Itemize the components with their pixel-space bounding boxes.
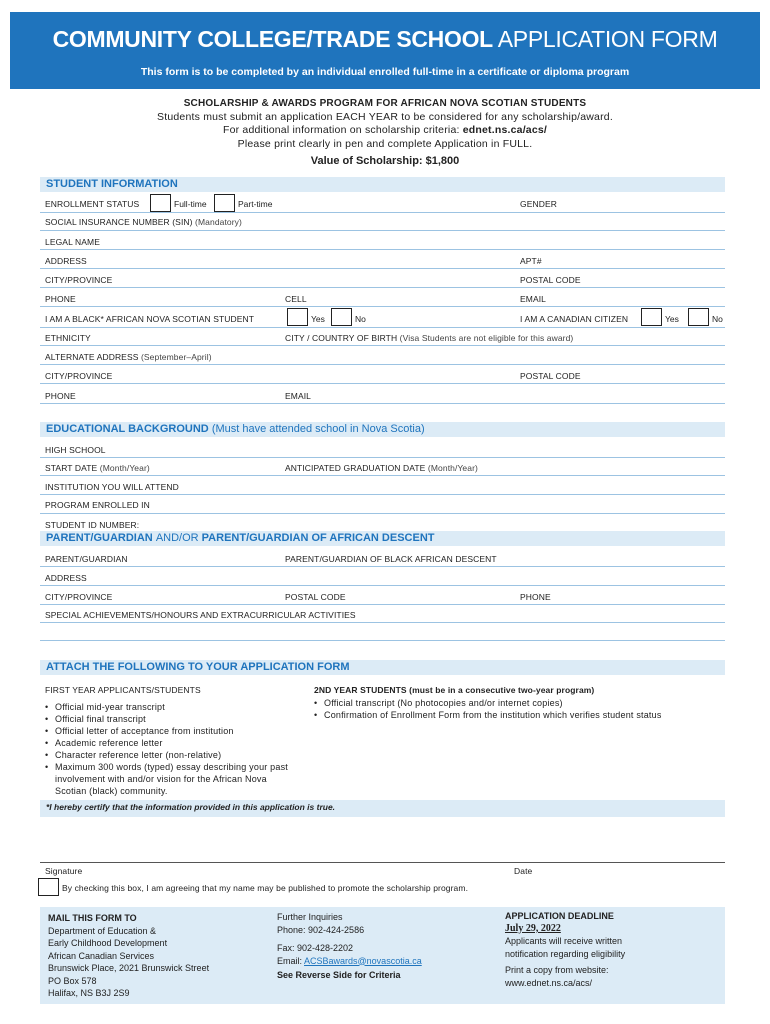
program-label: PROGRAM ENROLLED IN [45, 500, 150, 510]
guardian-heading-b: PARENT/GUARDIAN OF AFRICAN DESCENT [201, 532, 435, 544]
guardian-city-field[interactable] [40, 604, 725, 605]
part-time-checkbox[interactable] [214, 194, 235, 212]
legal-name-label: LEGAL NAME [45, 237, 101, 247]
attach-section [40, 660, 725, 675]
list-item-text: Official transcript (No photocopies and/or internet copies) [324, 698, 563, 708]
grad-date-text: ANTICIPATED GRADUATION DATE [285, 463, 426, 473]
first-year-title: FIRST YEAR APPLICANTS/STUDENTS [45, 685, 201, 695]
alt-address-note: (September–April) [140, 352, 212, 362]
date-label: Date [514, 866, 533, 876]
inquiries-email-label: Email: [277, 955, 305, 966]
grad-date-note: (Month/Year) [427, 463, 478, 473]
deadline-column [505, 910, 720, 989]
deadline-note-1: Applicants will receive written [505, 936, 623, 946]
achievements-field[interactable] [40, 622, 725, 623]
guardian-address-field[interactable] [40, 585, 725, 586]
certify-bar: *I hereby certify that the information provided in this application is true. [40, 800, 725, 817]
black-ans-yes-label: Yes [311, 314, 325, 324]
inquiries-column [277, 911, 497, 982]
list-item: • Official mid-year transcript [45, 701, 300, 713]
achievements-label: SPECIAL ACHIEVEMENTS/HONOURS AND EXTRACURRICULAR ACTIVITIES [45, 610, 356, 620]
mail-line: Brunswick Place, 2021 Brunswick Street [48, 963, 210, 973]
criteria-link[interactable]: ednet.ns.ca/acs/ [462, 124, 548, 136]
section-heading [46, 423, 425, 435]
institution-label: INSTITUTION YOU WILL ATTEND [45, 482, 179, 492]
mail-title: MAIL THIS FORM TO [48, 913, 137, 923]
achievements-field-2[interactable] [40, 640, 725, 641]
mail-line: African Canadian Services [48, 950, 155, 961]
city-field[interactable] [40, 287, 725, 288]
mail-line: Department of Education & [48, 925, 157, 936]
institution-field[interactable] [40, 494, 725, 495]
high-school-field[interactable] [40, 457, 725, 458]
city-label: CITY/PROVINCE [45, 275, 113, 285]
form-title [10, 26, 760, 53]
education-section [40, 422, 725, 437]
sin-field[interactable] [40, 230, 725, 231]
deadline-note-2: notification regarding eligibility [505, 948, 626, 959]
ethnicity-label: ETHNICITY [45, 333, 91, 343]
footer-block [40, 907, 725, 1004]
mail-line: PO Box 578 [48, 975, 97, 986]
form-title-bold: COMMUNITY COLLEGE/TRADE SCHOOL [52, 26, 493, 52]
form-title-light: APPLICATION FORM [497, 26, 718, 52]
alt-address-label [45, 352, 212, 362]
alt-city-field[interactable] [40, 383, 725, 384]
intro-line-3: Please print clearly in pen and complete Application in FULL. [237, 137, 533, 150]
guardian-city-label: CITY/PROVINCE [45, 592, 113, 602]
deadline-title: APPLICATION DEADLINE [505, 911, 614, 921]
email-link[interactable]: ACSBawards@novascotia.ca [304, 955, 422, 966]
list-item: • Maximum 300 words (typed) essay describing your past involvement with and/or vision for the African Nova Scotian (black) community. [45, 761, 300, 797]
mail-column [48, 912, 268, 1000]
signature-label: Signature [45, 866, 83, 876]
part-time-label: Part-time [238, 199, 273, 209]
start-date-note: (Month/Year) [99, 463, 150, 473]
birth-note: (Visa Students are not eligible for this award) [399, 333, 574, 343]
guardian-address-label: ADDRESS [45, 573, 87, 583]
citizen-yes-label: Yes [665, 314, 679, 324]
guardian-phone-label: PHONE [520, 592, 551, 602]
email-label: EMAIL [520, 294, 547, 304]
citizen-no-label: No [712, 314, 723, 324]
second-year-title: 2ND YEAR STUDENTS (must be in a consecutive two-year program) [314, 685, 595, 695]
start-date-label [45, 463, 150, 473]
section-heading [46, 532, 435, 544]
inquiries-fax: Fax: 902-428-2202 [277, 943, 354, 953]
scholarship-value: Value of Scholarship: $1,800 [310, 155, 460, 167]
address-field[interactable] [40, 268, 725, 269]
dates-field[interactable] [40, 475, 725, 476]
inquiries-title: Further Inquiries [277, 912, 343, 922]
citizen-yes-checkbox[interactable] [641, 308, 662, 326]
parent-black-label: PARENT/GUARDIAN OF BLACK AFRICAN DESCENT [285, 554, 497, 564]
high-school-label: HIGH SCHOOL [45, 445, 106, 455]
intro-line-2-text: For additional information on scholarship criteria: [222, 124, 463, 136]
full-time-checkbox[interactable] [150, 194, 171, 212]
alt-phone-label: PHONE [45, 391, 76, 401]
list-item: • Official final transcript [45, 713, 300, 725]
grad-date-label [285, 463, 478, 473]
black-ans-no-label: No [355, 314, 366, 324]
full-time-label: Full-time [174, 199, 207, 209]
consent-label: By checking this box, I am agreeing that my name may be published to promote the scholarship program. [62, 883, 469, 893]
enrollment-status-label: ENROLLMENT STATUS [45, 199, 140, 209]
guardian-heading-a: PARENT/GUARDIAN [46, 532, 153, 544]
alt-postal-label: POSTAL CODE [520, 371, 581, 381]
inquiries-email [277, 955, 497, 968]
mail-line: Halifax, NS B3J 2S9 [48, 988, 130, 998]
parent-label: PARENT/GUARDIAN [45, 554, 128, 564]
phone-label: PHONE [45, 294, 76, 304]
education-heading-note: (Must have attended school in Nova Scotia) [211, 423, 425, 435]
website-link[interactable]: www.ednet.ns.ca/acs/ [505, 977, 593, 988]
section-heading: STUDENT INFORMATION [46, 178, 178, 190]
black-ans-label: I AM A BLACK* AFRICAN NOVA SCOTIAN STUDENT [45, 314, 255, 324]
sin-note: (Mandatory) [195, 217, 242, 227]
alt-address-text: ALTERNATE ADDRESS [45, 352, 139, 362]
birth-label-text: CITY / COUNTRY OF BIRTH [285, 333, 398, 343]
gender-label: GENDER [520, 199, 557, 209]
ethnicity-field[interactable] [40, 345, 725, 346]
intro-line-2 [0, 124, 770, 138]
list-item: • Official letter of acceptance from institution [45, 725, 300, 737]
mail-line: Early Childhood Development [48, 938, 168, 948]
alt-phone-field[interactable] [40, 403, 725, 404]
alt-email-label: EMAIL [285, 391, 312, 401]
inquiries-phone: Phone: 902-424-2586 [277, 924, 365, 935]
education-heading: EDUCATIONAL BACKGROUND [46, 423, 209, 435]
student-info-section [40, 177, 725, 192]
first-year-list [45, 701, 300, 797]
parent-field[interactable] [40, 566, 725, 567]
address-label: ADDRESS [45, 256, 87, 266]
student-id-label: STUDENT ID NUMBER: [45, 520, 140, 530]
program-title: SCHOLARSHIP & AWARDS PROGRAM FOR AFRICAN NOVA SCOTIAN STUDENTS [183, 98, 587, 109]
birth-label [285, 333, 573, 343]
sin-label [45, 217, 242, 227]
list-item: • Character reference letter (non-relative) [45, 749, 300, 761]
cell-label: CELL [285, 294, 307, 304]
section-heading: ATTACH THE FOLLOWING TO YOUR APPLICATION FORM [46, 661, 350, 673]
apt-label: APT# [520, 256, 542, 266]
print-note: Print a copy from website: [505, 965, 609, 975]
divider [40, 327, 725, 328]
program-field[interactable] [40, 513, 725, 514]
black-ans-yes-checkbox[interactable] [287, 308, 308, 326]
intro-line-1: Students must submit an application EACH YEAR to be considered for any scholarship/award. [157, 110, 613, 123]
sin-label-text: SOCIAL INSURANCE NUMBER (SIN) [45, 217, 193, 227]
intro-block [0, 97, 770, 151]
second-year-list [314, 697, 734, 721]
deadline-date: July 29, 2022 [505, 922, 561, 934]
citizen-no-checkbox[interactable] [688, 308, 709, 326]
alt-city-label: CITY/PROVINCE [45, 371, 113, 381]
consent-checkbox[interactable] [38, 878, 59, 896]
phone-field[interactable] [40, 306, 725, 307]
reverse-note: See Reverse Side for Criteria [277, 970, 401, 980]
list-item: • Confirmation of Enrollment Form from the institution which verifies student status [314, 709, 734, 721]
start-date-text: START DATE [45, 463, 98, 473]
alt-address-field[interactable] [40, 364, 725, 365]
guardian-postal-label: POSTAL CODE [285, 592, 346, 602]
guardian-section [40, 531, 725, 546]
form-header [10, 12, 760, 89]
legal-name-field[interactable] [40, 249, 725, 250]
postal-label: POSTAL CODE [520, 275, 581, 285]
gender-field[interactable] [40, 212, 725, 213]
black-ans-no-checkbox[interactable] [331, 308, 352, 326]
form-subtitle: This form is to be completed by an individual enrolled full-time in a certificate or diploma program [140, 66, 630, 78]
guardian-heading-and: AND/OR [155, 532, 199, 544]
signature-line[interactable] [40, 862, 725, 863]
citizen-label: I AM A CANADIAN CITIZEN [520, 314, 629, 324]
list-item: • Academic reference letter [45, 737, 300, 749]
list-item [314, 697, 734, 709]
